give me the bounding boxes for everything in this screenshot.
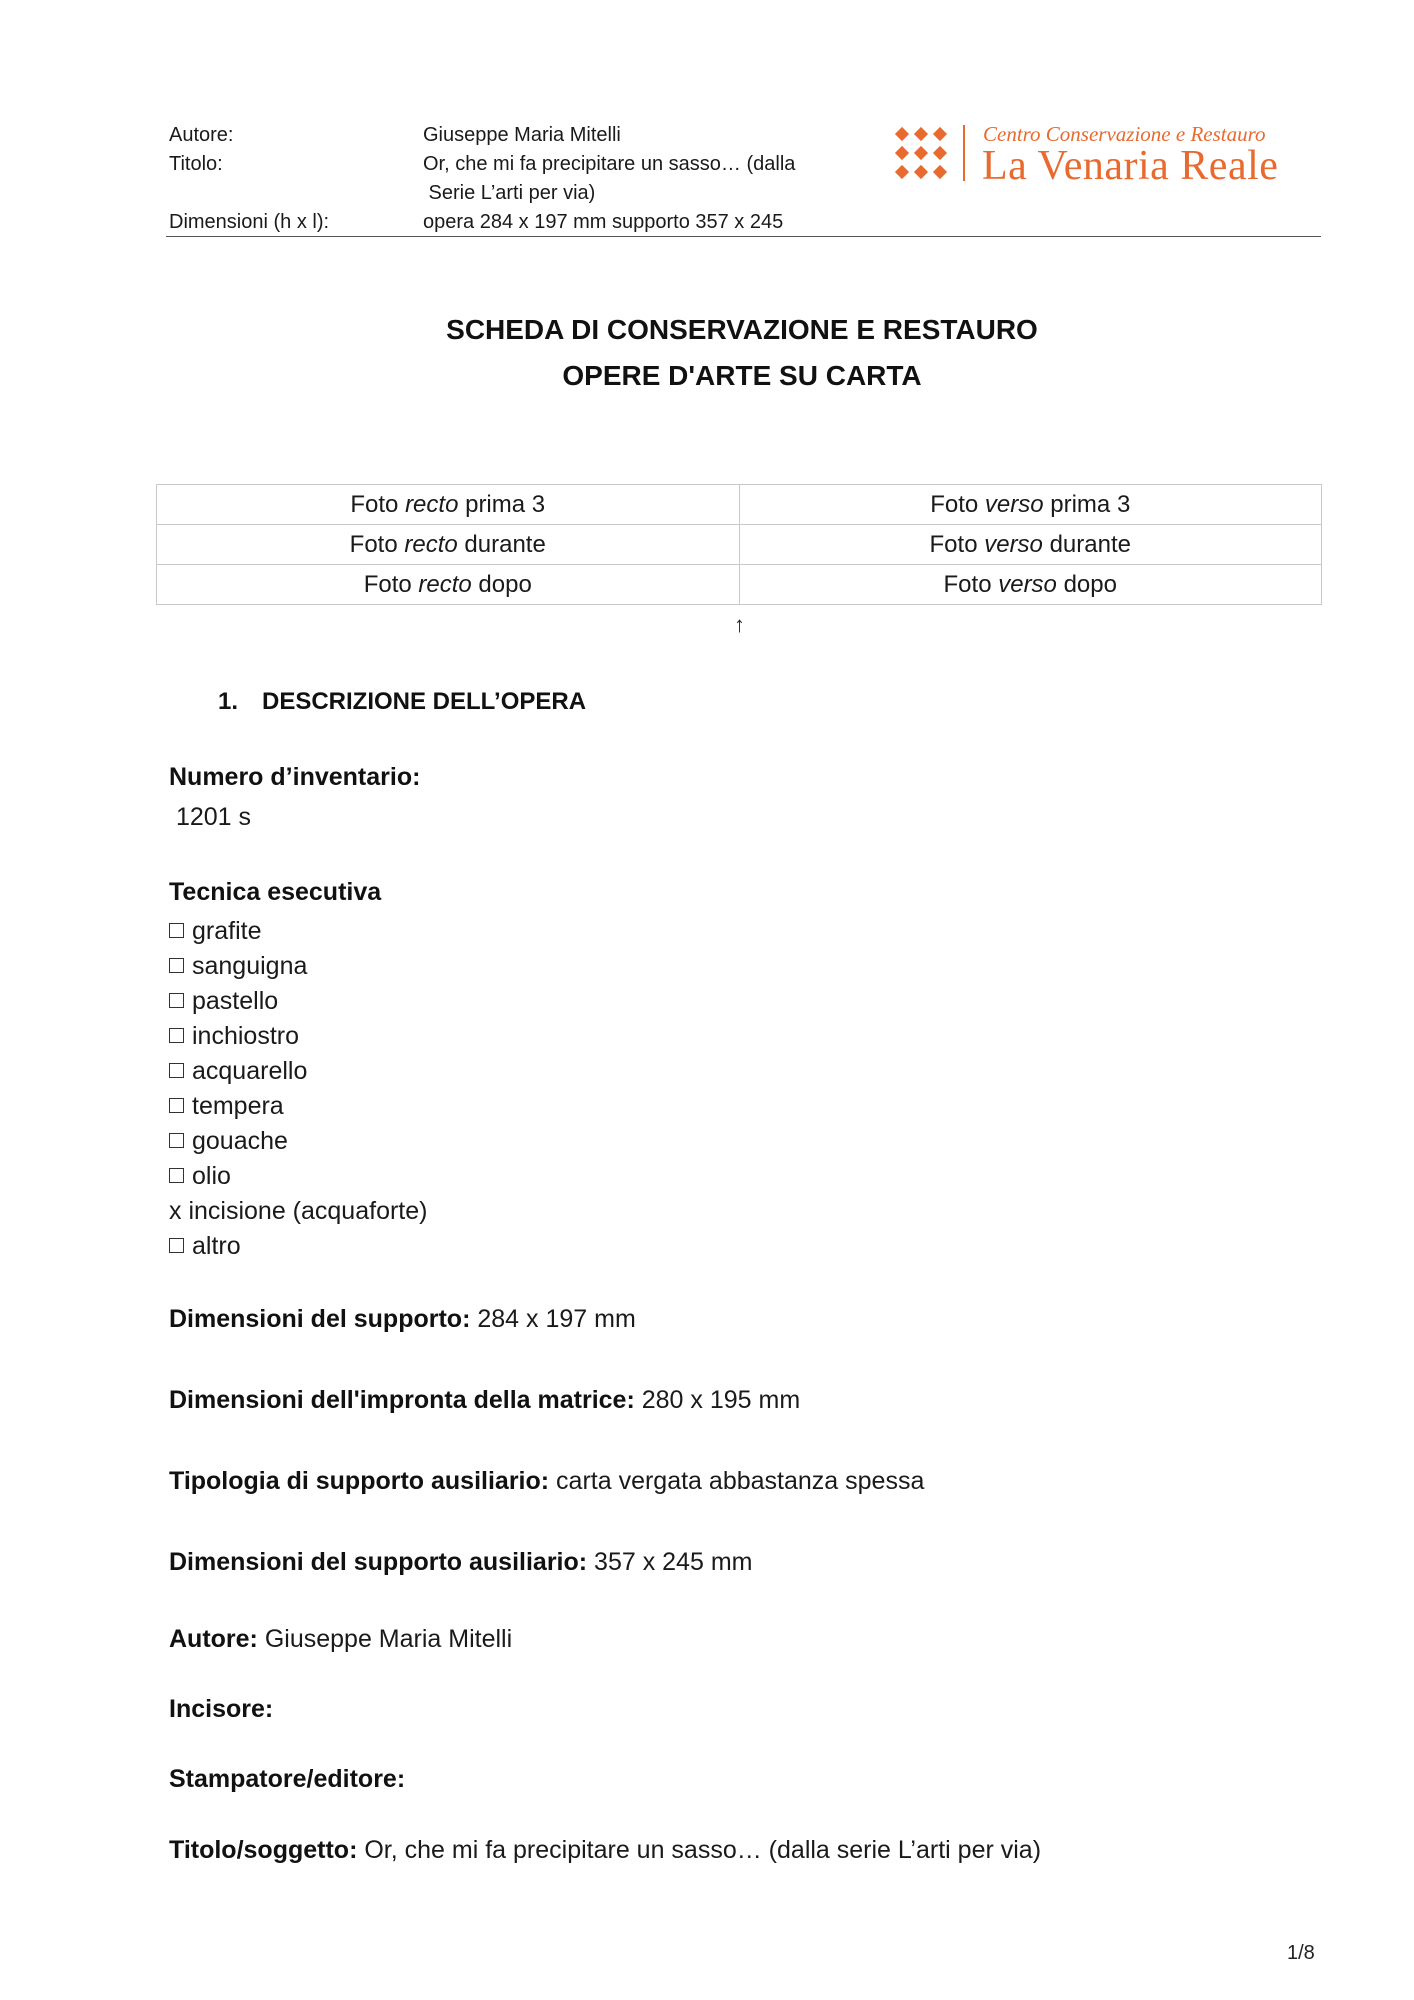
field-dim-ausiliario: Dimensioni del supporto ausiliario: 357 x 245 mm xyxy=(169,1548,753,1576)
checkbox-checked-mark: x xyxy=(169,1197,189,1225)
page-number: 1/8 xyxy=(1287,1942,1315,1964)
technique-item xyxy=(169,1054,427,1089)
logo-divider xyxy=(963,125,965,181)
technique-item-label: sanguigna xyxy=(192,952,308,980)
photo-recto-cell: Foto recto dopo xyxy=(157,565,740,605)
technique-item-label: pastello xyxy=(192,987,279,1015)
table-row xyxy=(157,485,1322,525)
section-title: DESCRIZIONE DELL’OPERA xyxy=(262,688,587,715)
table-row xyxy=(157,525,1322,565)
inventory-value: 1201 s xyxy=(169,803,252,831)
technique-item xyxy=(169,1019,427,1054)
technique-item-label: incisione (acquaforte) xyxy=(188,1197,428,1225)
checkbox-empty-icon xyxy=(169,1133,184,1148)
header-author-value: Giuseppe Maria Mitelli xyxy=(423,124,621,146)
checkbox-empty-icon xyxy=(169,1168,184,1183)
technique-item-label: tempera xyxy=(192,1092,284,1120)
checkbox-empty-icon xyxy=(169,958,184,973)
inventory-label: Numero d’inventario: xyxy=(169,763,421,791)
field-autore: Autore: Giuseppe Maria Mitelli xyxy=(169,1625,513,1653)
checkbox-empty-icon xyxy=(169,923,184,938)
technique-item-label: acquarello xyxy=(192,1057,308,1085)
technique-item-label: gouache xyxy=(192,1127,288,1155)
technique-item xyxy=(169,1159,427,1194)
technique-item xyxy=(169,914,427,949)
header-dimensions-label: Dimensioni (h x l): xyxy=(169,211,330,233)
header-dimensions-value: opera 284 x 197 mm supporto 357 x 245 xyxy=(423,211,784,233)
field-titolo: Titolo/soggetto: Or, che mi fa precipitare un sasso… (dalla serie L’arti per via) xyxy=(169,1836,1042,1864)
table-row xyxy=(157,565,1322,605)
technique-item xyxy=(169,1229,427,1264)
checkbox-empty-icon xyxy=(169,1063,184,1078)
header-author-label: Autore: xyxy=(169,124,234,146)
header-title-value: Or, che mi fa precipitare un sasso… (dalla xyxy=(423,153,796,175)
checkbox-empty-icon xyxy=(169,1028,184,1043)
technique-item xyxy=(169,1089,427,1124)
document-title-line2: OPERE D'ARTE SU CARTA xyxy=(562,360,922,391)
technique-label: Tecnica esecutiva xyxy=(169,878,382,906)
technique-item xyxy=(169,984,427,1019)
logo-subtitle: Centro Conservazione e Restauro xyxy=(983,122,1266,146)
photo-recto-cell: Foto recto durante xyxy=(157,525,740,565)
section-number: 1. xyxy=(218,688,239,715)
checkbox-empty-icon xyxy=(169,1098,184,1113)
section-heading xyxy=(218,688,586,716)
photo-table xyxy=(156,484,1322,605)
header-title-value-cont: Serie L’arti per via) xyxy=(423,182,596,204)
field-tipo-ausiliario: Tipologia di supporto ausiliario: carta vergata abbastanza spessa xyxy=(169,1467,925,1495)
header-rule xyxy=(166,236,1321,237)
field-dim-impronta: Dimensioni dell'impronta della matrice: 280 x 195 mm xyxy=(169,1386,801,1414)
arrow-up-icon: ↑ xyxy=(734,612,745,637)
technique-item xyxy=(169,1124,427,1159)
logo-name: La Venaria Reale xyxy=(982,143,1279,189)
photo-verso-cell: Foto verso dopo xyxy=(739,565,1322,605)
technique-item-label: grafite xyxy=(192,917,262,945)
technique-item-label: inchiostro xyxy=(192,1022,299,1050)
field-stampatore: Stampatore/editore: xyxy=(169,1765,406,1793)
photo-recto-cell: Foto recto prima 3 xyxy=(157,485,740,525)
technique-item xyxy=(169,1194,427,1229)
header-title-label: Titolo: xyxy=(169,153,223,175)
photo-verso-cell: Foto verso durante xyxy=(739,525,1322,565)
technique-item-label: olio xyxy=(192,1162,231,1190)
technique-item-label: altro xyxy=(192,1232,241,1260)
photo-verso-cell: Foto verso prima 3 xyxy=(739,485,1322,525)
checkbox-empty-icon xyxy=(169,993,184,1008)
field-dim-supporto: Dimensioni del supporto: 284 x 197 mm xyxy=(169,1305,636,1333)
document-title-line1: SCHEDA DI CONSERVAZIONE E RESTAURO xyxy=(446,314,1038,345)
field-incisore: Incisore: xyxy=(169,1695,274,1723)
checkbox-empty-icon xyxy=(169,1238,184,1253)
diamond-grid-icon xyxy=(893,125,949,181)
technique-list xyxy=(169,914,427,1264)
technique-item xyxy=(169,949,427,984)
